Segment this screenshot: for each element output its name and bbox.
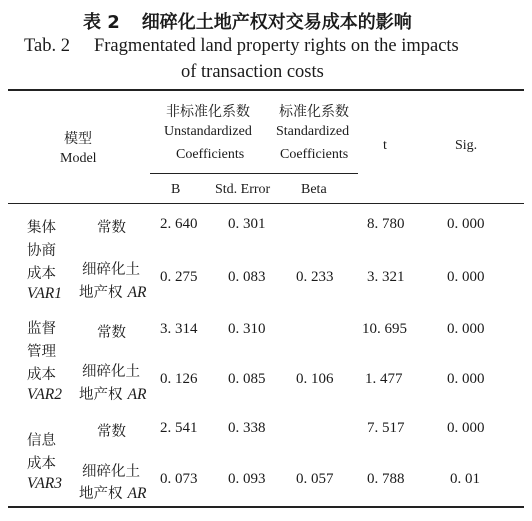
cell-std-error: 0. 338 (228, 420, 266, 436)
row-name-line2 (79, 281, 147, 302)
cell-b: 2. 640 (160, 216, 198, 232)
table-caption-en (24, 36, 459, 57)
header-standardized-en1: Standardized (276, 124, 350, 139)
cell-b: 0. 073 (160, 471, 198, 487)
cell-t: 8. 780 (367, 216, 405, 232)
header-unstandardized-cn: 非标准化系数 (166, 104, 250, 120)
cell-std-error: 0. 310 (228, 321, 266, 337)
cell-beta: 0. 106 (296, 371, 334, 387)
row-name-line1: 细碎化土 (82, 262, 140, 278)
cell-beta: 0. 057 (296, 471, 334, 487)
bottom-rule (8, 506, 524, 508)
row-name: 常数 (97, 325, 126, 341)
group-label-line: 成本 (27, 367, 56, 383)
row-name-cn: 地产权 (79, 387, 123, 403)
table-caption-cn (83, 8, 412, 34)
cell-b: 3. 314 (160, 321, 198, 337)
group-var-label: VAR1 (27, 285, 63, 302)
row-name-line2 (79, 383, 147, 404)
cell-b: 0. 126 (160, 371, 198, 387)
group-label-line: 集体 (27, 220, 56, 236)
row-name-cn: 地产权 (79, 486, 123, 502)
cell-std-error: 0. 085 (228, 371, 266, 387)
cell-sig: 0. 000 (447, 371, 485, 387)
header-std-error: Std. Error (215, 182, 271, 197)
cell-t: 0. 788 (367, 471, 405, 487)
caption-en-line1: Fragmentated land property rights on the impacts (93, 36, 459, 56)
group-var-label: VAR2 (27, 386, 63, 403)
header-standardized-en2: Coefficients (280, 147, 349, 162)
row-name-line1: 细碎化土 (82, 464, 140, 480)
header-sig: Sig. (455, 138, 478, 153)
row-name-var: AR (127, 284, 147, 301)
cell-t: 1. 477 (365, 371, 403, 387)
cell-b: 2. 541 (160, 420, 198, 436)
group-label-line: 成本 (27, 456, 56, 472)
header-b: B (171, 182, 181, 197)
header-unstandardized-en1: Unstandardized (164, 124, 252, 139)
group-label-line: 管理 (27, 344, 56, 360)
row-name-line1: 细碎化土 (82, 364, 140, 380)
header-beta: Beta (301, 182, 327, 197)
caption-cn-text: 细碎化土地产权对交易成本的影响 (141, 12, 412, 33)
cell-beta: 0. 233 (296, 269, 334, 285)
cell-sig: 0. 000 (447, 216, 485, 232)
caption-en-label: Tab. 2 (24, 36, 70, 56)
cell-sig: 0. 000 (447, 321, 485, 337)
cell-b: 0. 275 (160, 269, 198, 285)
coef-subheader-rule (150, 173, 358, 174)
group-label-line: 协商 (27, 243, 56, 259)
header-standardized-cn: 标准化系数 (279, 104, 349, 120)
group-label-line: 成本 (27, 266, 56, 282)
cell-t: 7. 517 (367, 420, 405, 436)
row-name-var: AR (127, 485, 147, 502)
row-name: 常数 (97, 424, 126, 440)
caption-cn-label: 表 2 (83, 12, 120, 33)
header-t: t (383, 138, 387, 153)
row-name-cn: 地产权 (79, 285, 123, 301)
header-model-cn: 模型 (64, 131, 92, 147)
cell-t: 10. 695 (362, 321, 407, 337)
top-rule (8, 89, 524, 91)
cell-sig: 0. 000 (447, 269, 485, 285)
group-label-line: 信息 (27, 433, 56, 449)
group-var-label: VAR3 (27, 475, 63, 492)
group-label-line: 监督 (27, 321, 56, 337)
cell-std-error: 0. 083 (228, 269, 266, 285)
row-name-var: AR (127, 386, 147, 403)
row-name: 常数 (97, 220, 126, 236)
row-name-line2 (79, 482, 147, 503)
cell-sig: 0. 01 (450, 471, 480, 487)
caption-en-line2: of transaction costs (181, 62, 324, 82)
header-model-en: Model (60, 151, 97, 166)
cell-t: 3. 321 (367, 269, 405, 285)
cell-std-error: 0. 301 (228, 216, 266, 232)
header-bottom-rule (8, 203, 524, 204)
cell-sig: 0. 000 (447, 420, 485, 436)
cell-std-error: 0. 093 (228, 471, 266, 487)
header-unstandardized-en2: Coefficients (176, 147, 245, 162)
